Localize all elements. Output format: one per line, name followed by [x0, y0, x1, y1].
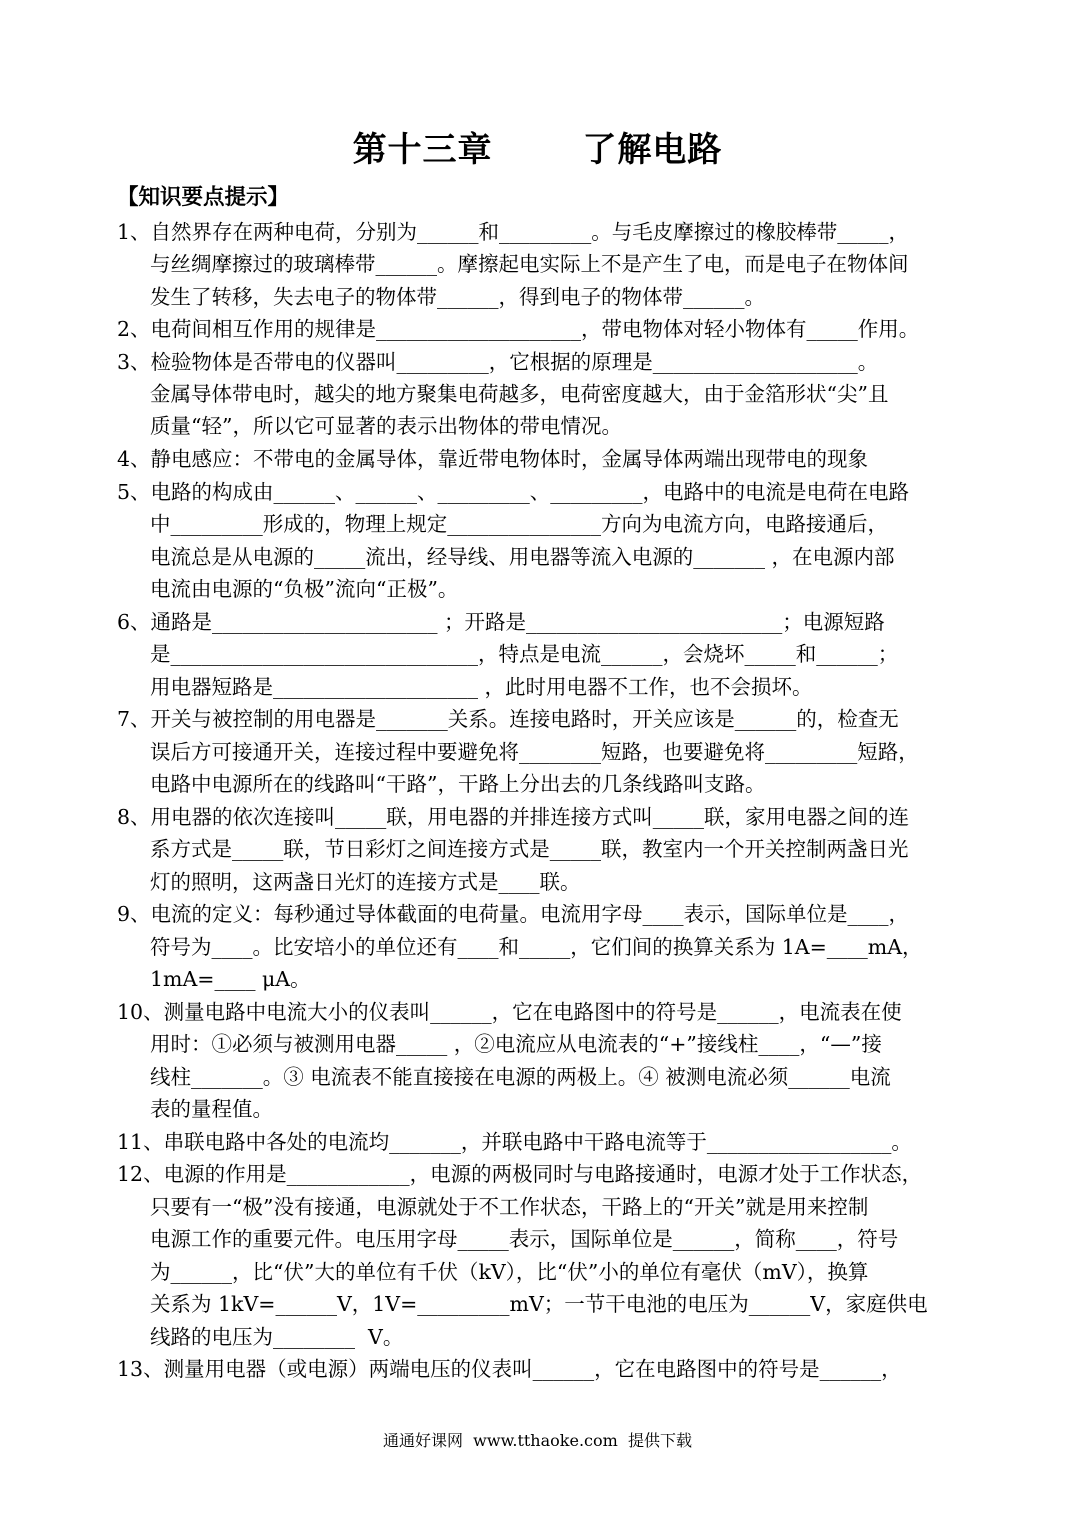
- text-line: 符号为____。比安培小的单位还有____和_____，它们间的换算关系为 1A=____mA，: [150, 935, 923, 959]
- text-line: 电路中电源所在的线路叫“干路”，干路上分出去的几条线路叫支路。: [150, 772, 766, 796]
- text-line: 电源工作的重要元件。电压用字母_____表示，国际单位是______，简称____，符号: [150, 1227, 899, 1251]
- text-line: 8、用电器的依次连接叫_____联，用电器的并排连接方式叫_____联，家用电器之间的连: [117, 805, 910, 829]
- text-line: 误后方可接通开关，连接过程中要避免将________短路，也要避免将_________短路，: [150, 740, 919, 764]
- text-line: 用时：①必须与被测用电器_____ ，②电流应从电流表的“+”接线柱____，“—”接: [150, 1032, 882, 1056]
- text-line: 线路的电压为________ V。: [150, 1325, 404, 1349]
- text-line: 1、自然界存在两种电荷，分别为______和_________。与毛皮摩擦过的橡胶棒带_____，: [117, 220, 910, 244]
- text-line: 线柱_______。③ 电流表不能直接接在电源的两极上。④ 被测电流必须______电流: [150, 1065, 891, 1089]
- text-line: 12、电源的作用是____________，电源的两极同时与电路接通时，电源才处于工作状态，: [117, 1162, 923, 1186]
- text-line: 9、电流的定义：每秒通过导体截面的电荷量。电流用字母____表示，国际单位是____，: [117, 902, 910, 926]
- text-line: 只要有一“极”没有接通，电源就处于不工作状态，干路上的“开关”就是用来控制: [150, 1195, 869, 1219]
- text-line: 10、测量电路中电流大小的仪表叫______，它在电路图中的符号是______，电流表在使: [117, 1000, 902, 1024]
- text-line: 5、电路的构成由______、______、_________、_________，电路中的电流是电荷在电路: [117, 480, 910, 504]
- section-heading: 【知识要点提示】: [117, 185, 290, 210]
- text-line: 电流由电源的“负极”流向“正极”。: [150, 577, 459, 601]
- text-line: 发生了转移，失去电子的物体带______，得到电子的物体带______。: [150, 285, 765, 309]
- text-line: 为______，比“伏”大的单位有千伏（kV），比“伏”小的单位有毫伏（mV），换算: [150, 1260, 869, 1284]
- text-line: 金属导体带电时，越尖的地方聚集电荷越多，电荷密度越大，由于金箔形状“尖”且: [150, 382, 889, 406]
- text-line: 7、开关与被控制的用电器是_______关系。连接电路时，开关应该是______的，检查无: [117, 707, 899, 731]
- text-line: 4、静电感应：不带电的金属导体，靠近带电物体时，金属导体两端出现带电的现象: [117, 447, 869, 471]
- text-line: 13、测量用电器（或电源）两端电压的仪表叫______，它在电路图中的符号是______，: [117, 1357, 902, 1381]
- text-line: 用电器短路是____________________ ，此时用电器不工作，也不会损坏。: [150, 675, 813, 699]
- text-line: 系方式是_____联，节日彩灯之间连接方式是_____联，教室内一个开关控制两盏日光: [150, 837, 909, 861]
- page-title: 第十三章 了解电路: [352, 130, 723, 170]
- text-line: 3、检验物体是否带电的仪器叫_________，它根据的原理是____________________。: [117, 350, 879, 374]
- text-line: 电流总是从电源的_____流出，经导线、用电器等流入电源的_______ ，在电源内部: [150, 545, 895, 569]
- text-line: 与丝绸摩擦过的玻璃棒带______。摩擦起电实际上不是产生了电，而是电子在物体间: [150, 252, 909, 276]
- text-line: 6、通路是______________________ ；开路是_________________________；电源短路: [117, 610, 885, 634]
- text-line: 2、电荷间相互作用的规律是____________________，带电物体对轻小物体有_____作用。: [117, 317, 920, 341]
- text-line: 中_________形成的，物理上规定_______________方向为电流方向，电路接通后，: [150, 512, 888, 536]
- text-line: 1mA=____ μA。: [150, 967, 311, 991]
- text-line: 11、串联电路中各处的电流均_______，并联电路中干路电流等于__________________。: [117, 1130, 912, 1154]
- text-line: 关系为 1kV=______V，1V=_________mV；一节干电池的电压为______V，家庭供电: [150, 1292, 928, 1316]
- text-line: 灯的照明，这两盏日光灯的连接方式是____联。: [150, 870, 581, 894]
- text-line: 表的量程值。: [150, 1097, 273, 1121]
- text-line: 是______________________________，特点是电流______，会烧坏_____和______；: [150, 642, 899, 666]
- text-line: 质量“轻”，所以它可显著的表示出物体的带电情况。: [150, 414, 622, 438]
- footer: 通通好课网 www.tthaoke.com 提供下载: [383, 1431, 692, 1450]
